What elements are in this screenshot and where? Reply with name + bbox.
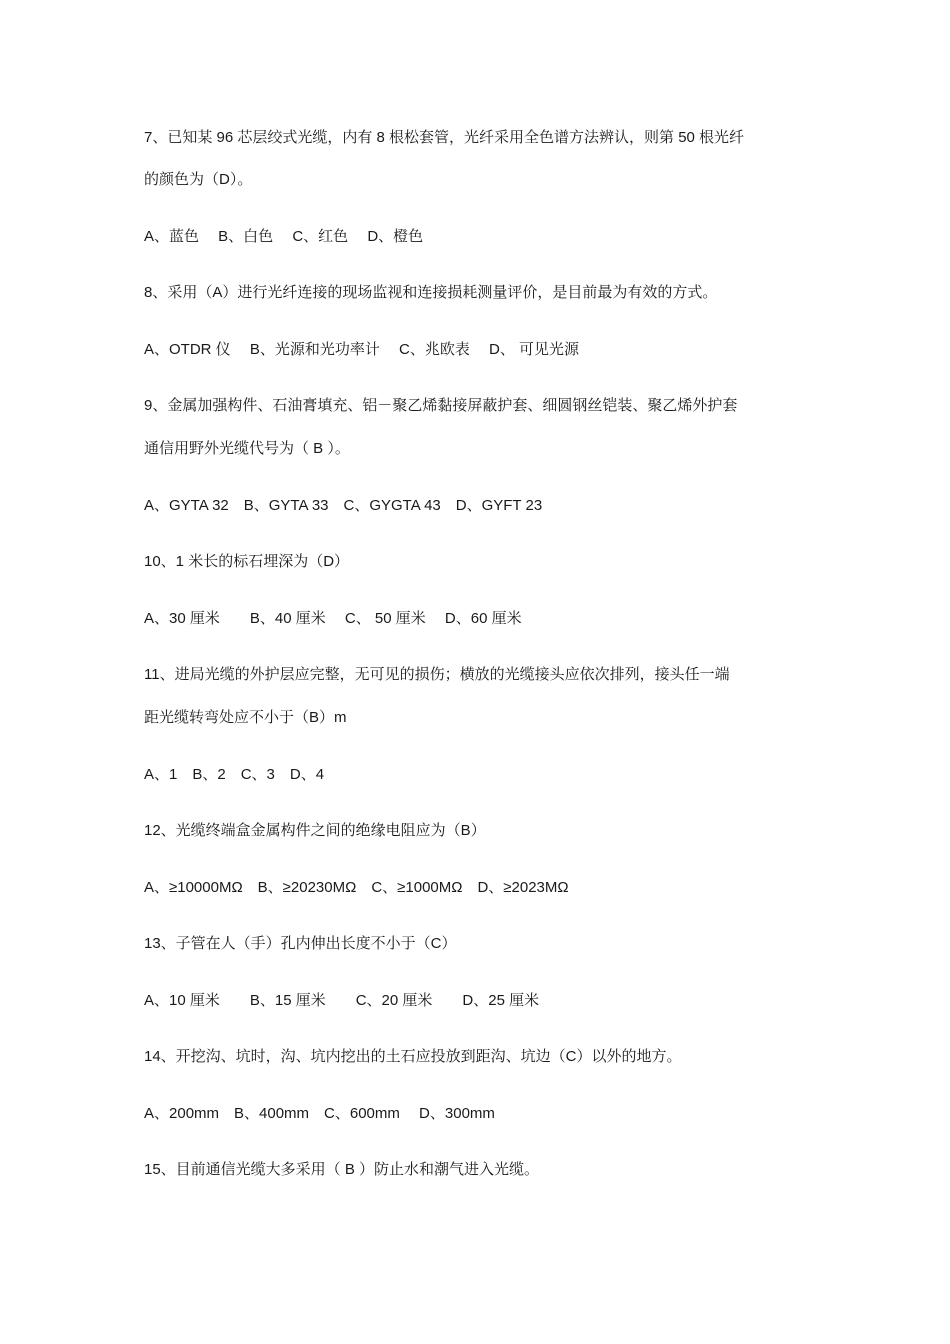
question-12-options: A、≥10000MΩ B、≥20230MΩ C、≥1000MΩ D、≥2023MΩ bbox=[144, 879, 569, 896]
question-11-options: A、1 B、2 C、3 D、4 bbox=[144, 766, 325, 783]
question-8-options: A、OTDR 仪 B、光源和光功率计 C、兆欧表 D、 可见光源 bbox=[144, 341, 580, 358]
question-9-options: A、GYTA 32 B、GYTA 33 C、GYGTA 43 D、GYFT 23 bbox=[144, 497, 543, 514]
question-7-options: A、蓝色 B、白色 C、红色 D、橙色 bbox=[144, 228, 424, 245]
question-10-stem-line1: 10、1 米长的标石埋深为（D） bbox=[144, 553, 350, 570]
question-12-stem-line1: 12、光缆终端盒金属构件之间的绝缘电阻应为（B） bbox=[144, 822, 486, 839]
question-7-stem-line1: 7、已知某 96 芯层绞式光缆，内有 8 根松套管，光纤采用全色谱方法辨认，则第 50 根光纤 bbox=[144, 129, 745, 146]
question-9-stem-line2: 通信用野外光缆代号为（ B ）。 bbox=[144, 440, 350, 457]
question-13-stem-line1: 13、子管在人（手）孔内伸出长度不小于（C） bbox=[144, 935, 457, 952]
question-11-stem-line1: 11、进局光缆的外护层应完整，无可见的损伤；横放的光缆接头应依次排列，接头任一端 bbox=[144, 666, 730, 683]
question-11-stem-line2: 距光缆转弯处应不小于（B）m bbox=[144, 709, 347, 726]
question-9-stem-line1: 9、金属加强构件、石油膏填充、铝－聚乙烯黏接屏蔽护套、细圆钢丝铠装、聚乙烯外护套 bbox=[144, 397, 738, 414]
question-8-stem-line1: 8、采用（A）进行光纤连接的现场监视和连接损耗测量评价，是目前最为有效的方式。 bbox=[144, 284, 718, 301]
question-7-stem-line2: 的颜色为（D）。 bbox=[144, 171, 253, 188]
question-13-options: A、10 厘米 B、15 厘米 C、20 厘米 D、25 厘米 bbox=[144, 992, 540, 1009]
question-14-options: A、200mm B、400mm C、600mm D、300mm bbox=[144, 1105, 495, 1122]
question-10-options: A、30 厘米 B、40 厘米 C、 50 厘米 D、60 厘米 bbox=[144, 610, 522, 627]
question-14-stem-line1: 14、开挖沟、坑时，沟、坑内挖出的土石应投放到距沟、坑边（C）以外的地方。 bbox=[144, 1048, 682, 1065]
question-15-stem-line1: 15、目前通信光缆大多采用（ B ）防止水和潮气进入光缆。 bbox=[144, 1161, 540, 1178]
